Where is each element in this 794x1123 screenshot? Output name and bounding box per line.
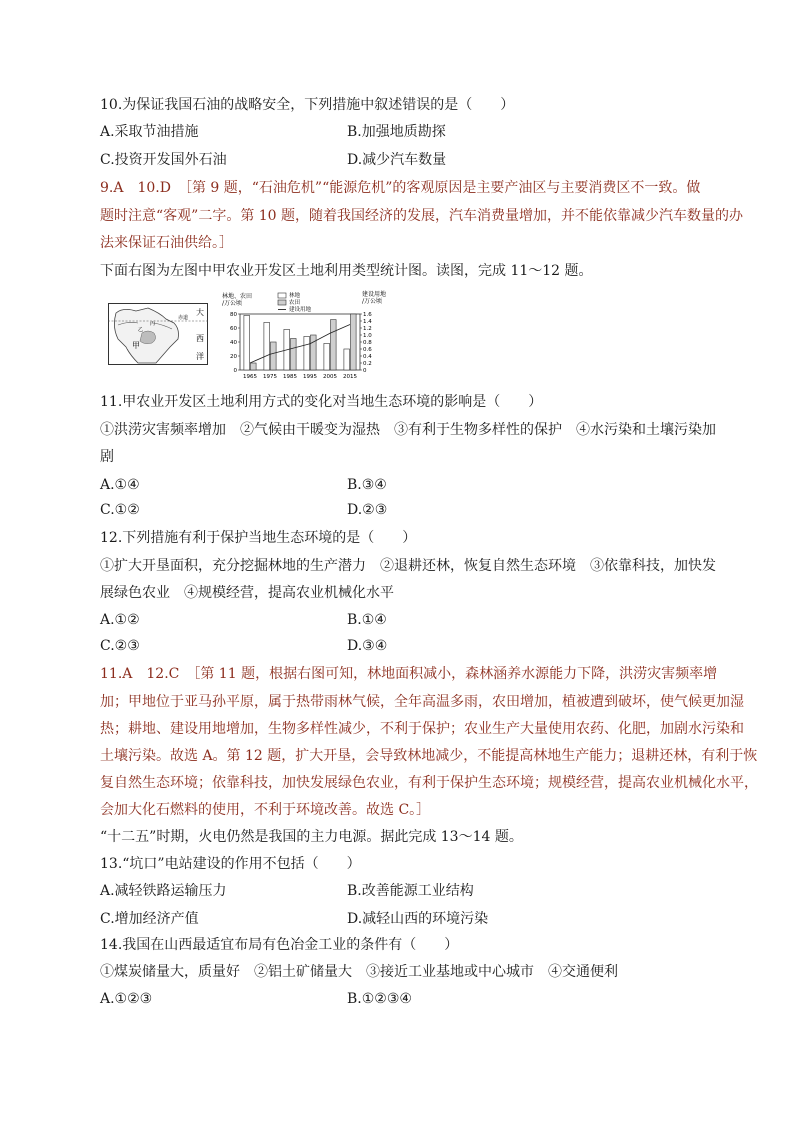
bar-forest-2015 xyxy=(344,349,350,370)
map-label-yi: 乙 xyxy=(138,327,144,333)
q12-stem: 12.下列措施有利于保护当地生态环境的是（ ） xyxy=(100,530,417,546)
map-figure xyxy=(108,303,208,365)
map-label-bing: 丙 xyxy=(150,321,156,327)
x-tick-label: 1995 xyxy=(303,374,317,380)
chart-marks xyxy=(244,314,356,370)
chart-frame xyxy=(240,314,360,370)
left-tick-label: 40 xyxy=(230,340,237,346)
map-label-da: 大 xyxy=(196,308,204,317)
bar-forest-2005 xyxy=(324,343,330,370)
bar-forest-1995 xyxy=(304,336,310,370)
left-tick-label: 20 xyxy=(230,354,237,360)
intro-13-14: “十二五”时期，火电仍然是我国的主力电源。据此完成 13～14 题。 xyxy=(100,829,523,845)
answer-11-12-line-3: 热；耕地、建设用地增加，生物多样性减少，不利于保护；农业生产大量使用农药、化肥，加剧水污染和 xyxy=(100,721,744,737)
map-label-xi: 西 xyxy=(196,334,204,343)
q13-stem: 13.“坑口”电站建设的作用不包括（ ） xyxy=(100,856,361,872)
bar-forest-1965 xyxy=(244,315,250,370)
bar-farmland-1995 xyxy=(311,335,317,370)
q11-option-d: D.②③ xyxy=(347,502,388,518)
q13-option-b: B.改善能源工业结构 xyxy=(347,883,474,899)
x-tick-label: 1985 xyxy=(283,374,297,380)
legend-label-construction: 建设用地 xyxy=(289,307,312,313)
legend-swatch-forest xyxy=(278,293,286,298)
land-use-chart xyxy=(220,288,388,380)
q10-stem: 10.为保证我国石油的战略安全，下列措施中叙述错误的是（ ） xyxy=(100,97,515,113)
right-tick-label: 0.2 xyxy=(363,361,372,367)
q12-option-b: B.①④ xyxy=(347,612,387,628)
chart-right-unit-2: /万公顷 xyxy=(362,298,383,305)
legend-swatch-farmland xyxy=(278,300,286,305)
answer-9-10-line-1: 9.A 10.D ［第 9 题，“石油危机”“能源危机”的客观原因是主要产油区与主要消费区不一致。做 xyxy=(100,180,701,196)
bar-forest-1975 xyxy=(264,322,270,370)
q13-option-d: D.减轻山西的环境污染 xyxy=(347,911,489,927)
right-tick-label: 0.8 xyxy=(363,340,372,346)
right-tick-label: 0 xyxy=(363,368,367,374)
map-label-jia: 甲 xyxy=(132,341,140,350)
x-tick-label: 1975 xyxy=(263,374,277,380)
right-tick-label: 0.6 xyxy=(363,347,372,353)
answer-9-10-line-3: 法来保证石油供给。］ xyxy=(100,235,233,251)
legend-label-forest: 林地 xyxy=(289,293,301,299)
answer-11-12-line-5: 复自然生态环境；依靠科技，加快发展绿色农业，有利于保护生态环境；规模经营，提高农业机械化水平， xyxy=(100,775,758,791)
q11-items-cont: 剧 xyxy=(100,449,114,465)
right-tick-label: 1.0 xyxy=(363,333,372,339)
legend-label-farmland: 农田 xyxy=(289,300,301,306)
right-tick-label: 1.6 xyxy=(363,312,372,318)
q10-option-b: B.加强地质勘探 xyxy=(347,124,446,140)
left-tick-label: 80 xyxy=(230,312,237,318)
q10-option-c: C.投资开发国外石油 xyxy=(100,152,227,168)
bar-farmland-1965 xyxy=(251,363,257,370)
map-label-equator: 赤道 xyxy=(178,315,189,321)
q12-items: ①扩大开垦面积，充分挖掘林地的生产潜力 ②退耕还林，恢复自然生态环境 ③依靠科技，加快发 xyxy=(100,558,716,574)
bar-farmland-1985 xyxy=(291,339,297,371)
x-tick-label: 1965 xyxy=(243,374,257,380)
bar-farmland-1975 xyxy=(271,342,277,370)
q14-option-a: A.①②③ xyxy=(100,991,153,1007)
answer-11-12-line-4: 土壤污染。故选 A。第 12 题，扩大开垦，会导致林地减少，不能提高林地生产能力；退耕还林，有利于恢 xyxy=(100,748,758,764)
left-tick-label: 60 xyxy=(230,326,237,332)
q13-option-a: A.减轻铁路运输压力 xyxy=(100,883,227,899)
chart-left-unit-2: /万公顷 xyxy=(222,300,243,307)
q11-option-c: C.①② xyxy=(100,502,140,518)
chart-right-unit-1: 建设用地 xyxy=(362,291,387,298)
q12-option-c: C.②③ xyxy=(100,638,140,654)
q12-option-d: D.③④ xyxy=(347,638,388,654)
q10-option-a: A.采取节油措施 xyxy=(100,124,199,140)
x-tick-label: 2015 xyxy=(343,374,357,380)
q12-items-cont: 展绿色农业 ④规模经营，提高农业机械化水平 xyxy=(100,585,394,601)
q14-stem: 14.我国在山西最适宜布局有色冶金工业的条件有（ ） xyxy=(100,937,459,953)
answer-11-12-line-1: 11.A 12.C ［第 11 题，根据右图可知，林地面积减小，森林涵养水源能力下降，洪涝灾害频率增 xyxy=(100,666,718,682)
right-tick-label: 1.4 xyxy=(363,319,372,325)
left-tick-label: 0 xyxy=(233,368,237,374)
q11-stem: 11.甲农业开发区土地利用方式的变化对当地生态环境的影响是（ ） xyxy=(100,394,543,410)
q13-option-c: C.增加经济产值 xyxy=(100,911,199,927)
x-tick-label: 2005 xyxy=(323,374,337,380)
q12-option-a: A.①② xyxy=(100,612,140,628)
bar-farmland-2005 xyxy=(331,320,337,370)
map-label-yang: 洋 xyxy=(196,352,204,361)
bar-farmland-2015 xyxy=(351,314,357,370)
right-tick-label: 1.2 xyxy=(363,326,372,332)
chart-left-unit-1: 林地、农田 xyxy=(222,293,253,300)
q11-option-a: A.①④ xyxy=(100,477,140,493)
q11-items: ①洪涝灾害频率增加 ②气候由干暖变为湿热 ③有利于生物多样性的保护 ④水污染和土壤污染加 xyxy=(100,422,716,438)
q14-items: ①煤炭储量大，质量好 ②铝土矿储量大 ③接近工业基地或中心城市 ④交通便利 xyxy=(100,964,618,980)
q11-option-b: B.③④ xyxy=(347,477,387,493)
right-tick-label: 0.4 xyxy=(363,354,372,360)
answer-11-12-line-6: 会加大化石燃料的使用，不利于环境改善。故选 C。］ xyxy=(100,802,431,818)
intro-11-12: 下面右图为左图中甲农业开发区土地利用类型统计图。读图，完成 11～12 题。 xyxy=(100,263,593,279)
chart-legend xyxy=(278,291,312,313)
q10-option-d: D.减少汽车数量 xyxy=(347,152,447,168)
q14-option-b: B.①②③④ xyxy=(347,991,412,1007)
answer-9-10-line-2: 题时注意“客观”二字。第 10 题，随着我国经济的发展，汽车消费量增加，并不能依靠减少汽车数量的办 xyxy=(100,208,744,224)
answer-11-12-line-2: 加；甲地位于亚马孙平原，属于热带雨林气候，全年高温多雨，农田增加，植被遭到破坏，使气候更加湿 xyxy=(100,694,744,710)
